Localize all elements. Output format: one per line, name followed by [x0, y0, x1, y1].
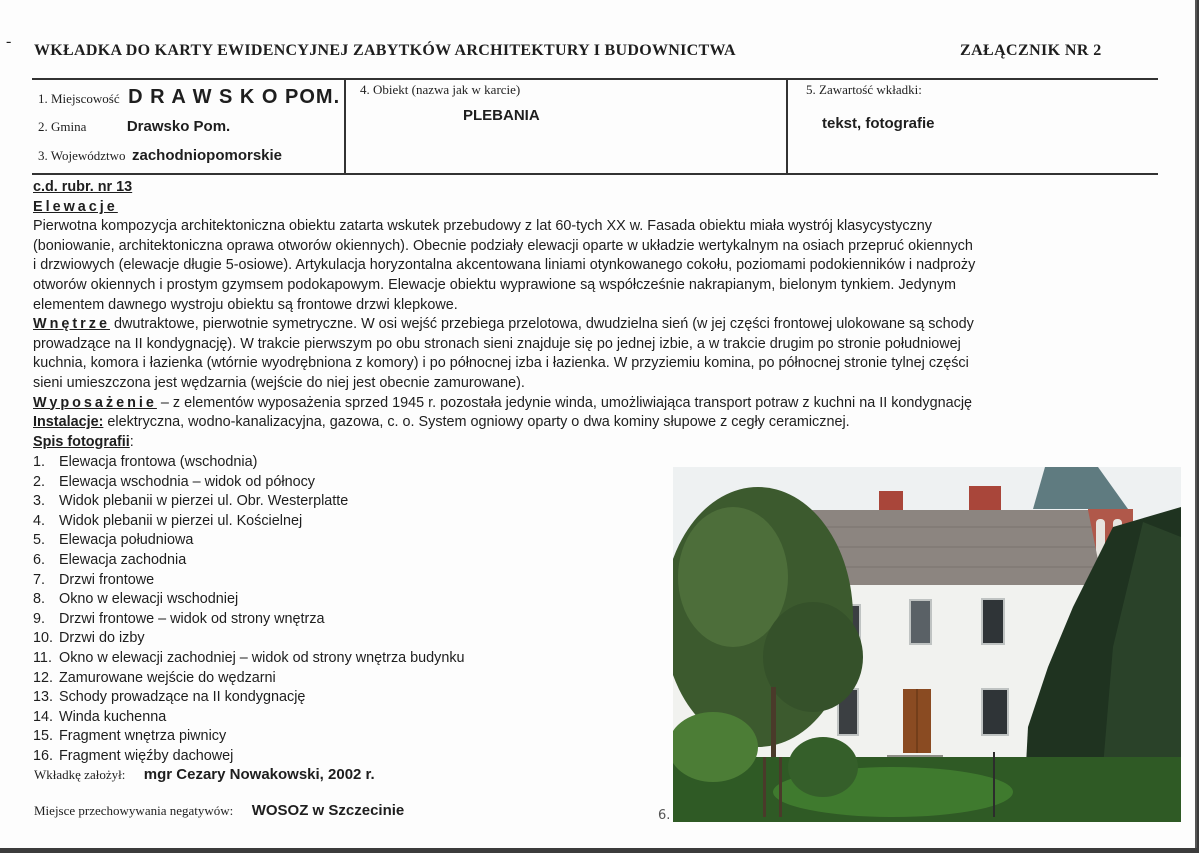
- list-number: 5.: [33, 532, 46, 549]
- list-label: Fragment wnętrza piwnicy: [59, 728, 227, 745]
- interior-line: kuchnia, komora i łazienka (wtórnie wyodrębniona z komory) i po północnej izba i łazienka. W przyziemiu komina, po północnej stronie tylnej części: [33, 355, 969, 372]
- equipment-text: – z elementów wyposażenia sprzed 1945 r. pozostała jedynie winda, umożliwiająca transport potraw z kuchni na II kondygnację: [156, 394, 973, 411]
- elevations-line: Pierwotna kompozycja architektoniczna obiektu zatarta wskutek przebudowy z lat 60-tych XX w. Fasada obiektu miała wystrój klasycystyczny: [33, 218, 933, 235]
- elevations-line: i drzwiowych (elewacje długie 5-osiowe). Artykulacja horyzontalna akcentowana liniami otynkowanego cokołu, poziomami podokienników i nadproży: [33, 257, 976, 274]
- locality-label: 1. Miejscowość: [38, 91, 120, 106]
- table-top-rule: [32, 78, 1158, 80]
- commune-field: [38, 118, 230, 136]
- corner-mark: -: [6, 33, 12, 50]
- negatives-label: Miejsce przechowywania negatywów:: [34, 803, 234, 818]
- list-number: 12.: [33, 669, 54, 686]
- locality-field: [38, 86, 340, 109]
- interior-line: prowadzące na II kondygnację). W trakcie pierwszym po obu stronach sieni znajduje się po jednej izbie, a w trakcie drugim po stronie południowej: [33, 335, 961, 352]
- voivodeship-label: 3. Województwo: [38, 148, 126, 163]
- list-number: 6.: [33, 551, 46, 568]
- object-value: PLEBANIA: [463, 107, 540, 124]
- list-label: Drzwi frontowe: [59, 571, 155, 588]
- commune-label: 2. Gmina: [38, 119, 87, 134]
- voivodeship-value: zachodniopomorskie: [132, 147, 283, 164]
- column-divider: [344, 79, 346, 174]
- list-item: [33, 669, 465, 689]
- photos-heading: Spis fotografii: [33, 433, 130, 450]
- list-number: 16.: [33, 747, 54, 764]
- list-item: [33, 551, 465, 571]
- column-divider: [786, 79, 788, 174]
- list-item: [33, 512, 465, 532]
- interior-line: sieni umieszczona jest wędzarnia (wejście do niej jest obecnie zamurowane).: [33, 374, 525, 391]
- list-number: 4.: [33, 512, 46, 529]
- locality-value: D R A W S K O POM.: [128, 86, 341, 108]
- list-item: [33, 590, 465, 610]
- elevations-line: (boniowanie, architektoniczna oprawa otworów okiennych). Obecnie podziały elewacji oparte w układzie wertykalnym na osiach przepruć okiennych: [33, 237, 973, 254]
- commune-value: Drawsko Pom.: [126, 118, 231, 135]
- photos-heading-colon: :: [129, 433, 134, 450]
- author-value: mgr Cezary Nowakowski, 2002 r.: [143, 766, 375, 783]
- list-number: 15.: [33, 728, 54, 745]
- list-number: 13.: [33, 689, 54, 706]
- list-label: Okno w elewacji wschodniej: [59, 591, 239, 608]
- list-label: Drzwi do izby: [59, 630, 145, 647]
- list-label: Elewacja frontowa (wschodnia): [59, 454, 258, 470]
- list-number: 9.: [33, 610, 46, 627]
- list-item: [33, 629, 465, 649]
- contents-label: 5. Zawartość wkładki:: [806, 82, 922, 97]
- negatives-value: WOSOZ w Szczecinie: [251, 802, 405, 819]
- list-item: [33, 610, 465, 630]
- list-item: [33, 747, 465, 767]
- contents-value: tekst, fotografie: [822, 115, 935, 132]
- list-number: 2.: [33, 473, 46, 490]
- negatives-field: [34, 802, 404, 820]
- photo-number-mark: 6.: [658, 808, 671, 823]
- list-label: Elewacja wschodnia – widok od północy: [59, 473, 315, 490]
- list-item: [33, 708, 465, 728]
- list-label: Winda kuchenna: [59, 708, 167, 725]
- author-label: Wkładkę założył:: [34, 767, 126, 782]
- list-label: Widok plebanii w pierzei ul. Obr. Westerplatte: [59, 493, 349, 510]
- table-bottom-rule: [32, 173, 1158, 175]
- list-number: 8.: [33, 591, 46, 608]
- list-number: 10.: [33, 630, 54, 647]
- list-label: Elewacja południowa: [59, 532, 194, 549]
- annex-number: ZAŁĄCZNIK NR 2: [960, 42, 1102, 59]
- elevations-line: otworów okiennych i prostym gzymsem podokapowym. Elewacje obiektu wyprawione są współcześnie nakrapianym, bielonym tynkiem. Jedynym: [33, 276, 956, 293]
- list-item: [33, 571, 465, 591]
- installations-text: elektryczna, wodno-kanalizacyjna, gazowa, c. o. System ogniowy oparty o dwa kominy słupowe z cegły ceramicznej.: [103, 414, 850, 431]
- list-item: [33, 453, 465, 473]
- list-label: Widok plebanii w pierzei ul. Kościelnej: [59, 512, 303, 529]
- list-number: 14.: [33, 708, 54, 725]
- elevations-heading: Elewacje: [33, 198, 118, 215]
- voivodeship-field: [38, 147, 282, 165]
- object-label: 4. Obiekt (nazwa jak w karcie): [360, 82, 521, 97]
- list-item: [33, 688, 465, 708]
- rubric-heading: c.d. rubr. nr 13: [33, 179, 133, 195]
- list-label: Elewacja zachodnia: [59, 551, 187, 568]
- list-label: Zamurowane wejście do wędzarni: [59, 669, 276, 686]
- list-label: Schody prowadzące na II kondygnację: [59, 689, 306, 706]
- list-label: Okno w elewacji zachodniej – widok od strony wnętrza budynku: [59, 649, 465, 666]
- description-section: [33, 178, 1168, 452]
- list-number: 3.: [33, 493, 46, 510]
- author-field: [34, 766, 375, 784]
- list-number: 11.: [33, 649, 52, 666]
- list-item: [33, 492, 465, 512]
- list-item: [33, 531, 465, 551]
- building-photograph: [673, 467, 1181, 822]
- list-item: [33, 649, 465, 669]
- elevations-line: elementem dawnego wystroju obiektu są frontowe drzwi klepkowe.: [33, 296, 458, 313]
- document-title: WKŁADKA DO KARTY EWIDENCYJNEJ ZABYTKÓW ARCHITEKTURY I BUDOWNICTWA: [34, 42, 736, 59]
- list-number: 7.: [33, 571, 46, 588]
- photo-list: [33, 453, 465, 767]
- installations-heading: Instalacje:: [33, 414, 104, 431]
- list-item: [33, 473, 465, 493]
- list-item: [33, 727, 465, 747]
- scan-edge: [0, 848, 1199, 853]
- vicarage-photo-illustration: [673, 467, 1181, 822]
- interior-heading: Wnętrze: [33, 316, 110, 333]
- list-number: 1.: [33, 454, 46, 470]
- interior-line: dwutraktowe, pierwotnie symetryczne. W osi wejść przebiega przelotowa, dwudzielna sień (w jej części frontowej ulokowane są schody: [109, 316, 974, 333]
- list-label: Fragment więźby dachowej: [59, 747, 234, 764]
- equipment-heading: Wyposażenie: [33, 394, 157, 411]
- list-label: Drzwi frontowe – widok od strony wnętrza: [59, 610, 325, 627]
